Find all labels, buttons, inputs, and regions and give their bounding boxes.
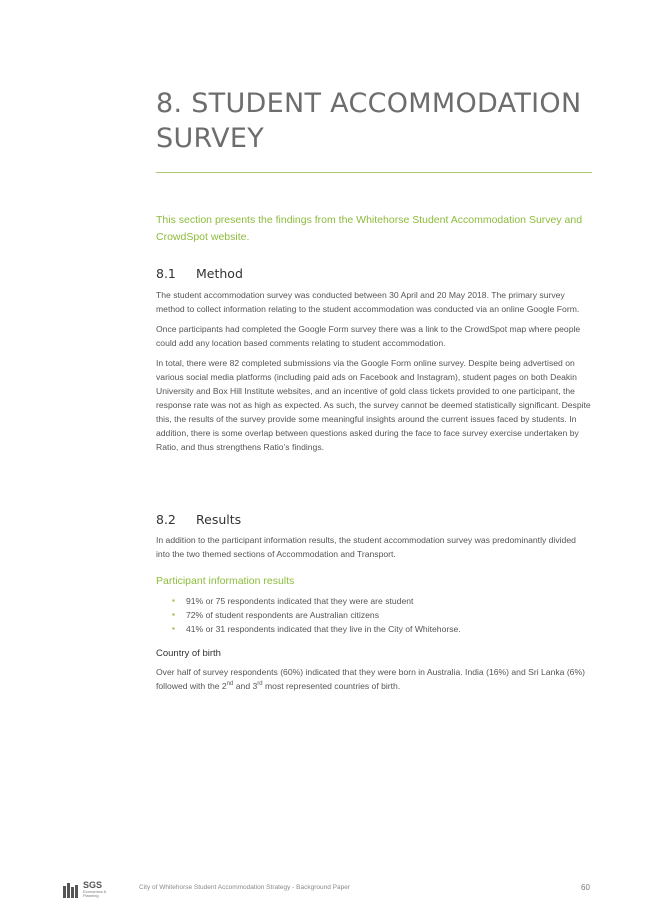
title-divider: [156, 172, 592, 173]
intro-text: This section presents the findings from the Whitehorse Student Accommodation Survey and CrowdSpot website.: [156, 214, 583, 243]
method-paragraph-1: The student accommodation survey was conducted between 30 April and 20 May 2018. The primary survey method to collect information relating to the student accommodation was conducted via an online Google Form.: [156, 290, 580, 314]
results-number: 8.2: [156, 512, 176, 527]
results-heading: [156, 512, 241, 527]
results-title: Results: [196, 512, 242, 527]
bullet-icon: ▪: [172, 610, 175, 619]
method-number: 8.1: [156, 266, 176, 281]
logo-name: SGS: [83, 880, 103, 890]
bullet-icon: ▪: [172, 596, 175, 605]
list-item: ▪ 91% or 75 respondents indicated that they were are student: [172, 596, 414, 606]
list-item: ▪ 72% of student respondents are Australian citizens: [172, 610, 379, 620]
sgs-logo: [63, 880, 111, 900]
results-paragraph: In addition to the participant information results, the student accommodation survey was predominantly divided into the two themed sections of Accommodation and Transport.: [156, 535, 576, 559]
country-paragraph: Over half of survey respondents (60%) indicated that they were born in Australia. India (16%) and Sri Lanka (6%) followed with the 2nd and 3rd most represented countries of birth.: [156, 667, 585, 691]
country-body: [156, 665, 592, 699]
method-body: [156, 288, 592, 460]
page-footer: [0, 876, 653, 900]
participant-list: [172, 594, 592, 636]
footer-title: City of Whitehorse Student Accommodation Strategy - Background Paper: [139, 884, 350, 891]
country-heading: Country of birth: [156, 648, 221, 659]
page-title: 8. STUDENT ACCOMMODATION SURVEY: [156, 88, 582, 154]
sgs-logo-icon: [63, 882, 81, 898]
page-number: 60: [581, 883, 590, 892]
method-paragraph-2: Once participants had completed the Google Form survey there was a link to the CrowdSpot map where people could add any location based comments relating to student accommodation.: [156, 324, 581, 348]
logo-subtitle: Economics & Planning: [83, 889, 107, 898]
list-item: ▪ 41% or 31 respondents indicated that they live in the City of Whitehorse.: [172, 624, 461, 634]
method-title: Method: [196, 266, 243, 281]
results-body: [156, 533, 592, 567]
method-paragraph-3: In total, there were 82 completed submissions via the Google Form online survey. Despite being advertised on various social media platforms (including paid ads on Facebook and Instagram), student pages on both Deakin University and Box Hill Institute websites, and an incentive of gold class tickets provided to one participant, the response rate was not as high as expected. As such, the survey cannot be deemed statistically significant. Despite this, the results of the survey provide some meaningful insights around the current issues faced by students. In addition, there is some overlap between questions asked during the face to face survey exercise undertaken by Ratio, and thus strengthens Ratio’s findings.: [156, 358, 591, 452]
participant-heading: Participant information results: [156, 575, 295, 587]
method-heading: [156, 266, 243, 281]
bullet-icon: ▪: [172, 624, 175, 633]
